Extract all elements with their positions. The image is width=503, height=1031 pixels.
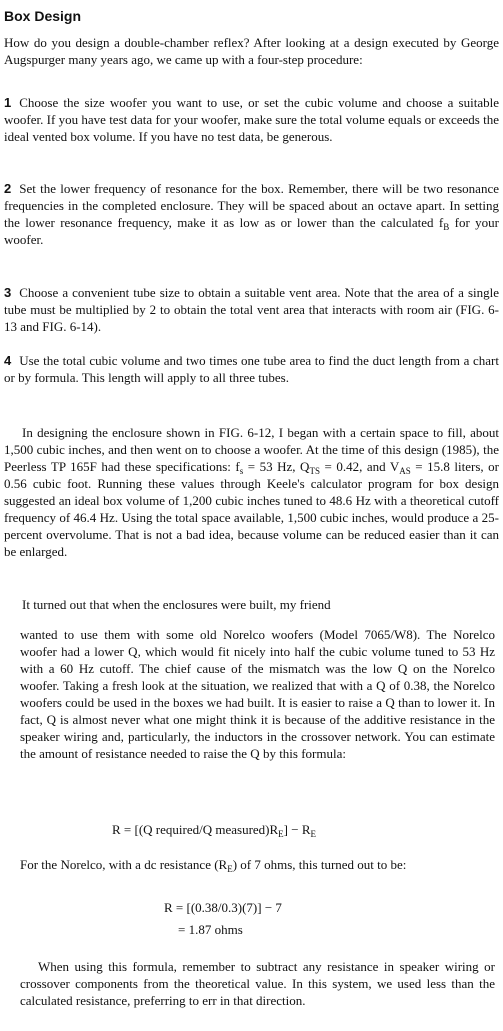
step-1 <box>4 94 499 145</box>
step-text: Choose the size woofer you want to use, or set the cubic volume and choose a suitable woofer. If you have test data for your woofer, make sure the total volume equals or exceeds the ideal vented box volume. If you have no test data, be generous. <box>4 95 499 144</box>
subscript: E <box>227 864 233 874</box>
norelco-resistance-sentence <box>20 856 495 873</box>
text-run: In designing the enclosure shown in FIG. 6-12, I began with a certain space to fill, about 1,500 cubic inches, and then went on to choose a woofer. At the time of this design (1985), the Peerless TP 165F had these specifications: f <box>4 425 499 474</box>
closing-paragraph: When using this formula, remember to subtract any resistance in speaker wiring or crossover components from the theoretical value. In this system, we used less than the calculated resistance, preferring to err in that direction. <box>20 959 495 1008</box>
step-number: 1 <box>4 95 12 110</box>
formula-text: ] − R <box>283 822 311 837</box>
step-text: Choose a convenient tube size to obtain a suitable vent area. Note that the area of a single tube must be multiplied by 2 to obtain the total vent area that interacts with room air (FIG. 6-13 and FIG. 6-14). <box>4 285 499 334</box>
subscript: TS <box>309 466 320 476</box>
text-run: = 0.42, and V <box>319 459 400 474</box>
step-2 <box>4 180 499 248</box>
text-run: ) of 7 ohms, this turned out to be: <box>232 857 407 872</box>
step-text: Use the total cubic volume and two times one tube area to find the duct length from a chart or by formula. This length will apply to all three tubes. <box>4 353 499 385</box>
formula-text: R = [(Q required/Q measured)R <box>112 822 279 837</box>
step-text: Set the lower frequency of resonance for the box. Remember, there will be two resonance frequencies in the completed enclosure. They will be spaced about an octave apart. In setting the lower resonance frequency, make it as low as or lower than the calculated f <box>4 181 499 230</box>
subscript: AS <box>399 466 411 476</box>
step-3 <box>4 284 499 335</box>
paragraph-start: It turned out that when the enclosures were built, my friend <box>22 597 331 612</box>
norelco-paragraph: wanted to use them with some old Norelco woofers (Model 7065/W8). The Norelco woofer had a lower Q, which would fit nicely into half the cubic volume tuned to 53 Hz with a 60 Hz cutoff. The chief cause of the mismatch was the low Q on the Norelco woofer. Taking a fresh look at the situation, we realized that with a Q of 0.38, the Norelco woofers could be used in the boxes we had built. It is easier to raise a Q than to lower it. In fact, Q is almost never what one might think it is because of the additive resistance in the speaker wiring and, particularly, the inductors in the crossover network. You can estimate the amount of resistance needed to raise the Q by this formula: <box>20 627 495 761</box>
formula-line-1: R = [(0.38/0.3)(7)] − 7 <box>164 900 282 915</box>
formula-line-2: = 1.87 ohms <box>178 922 243 937</box>
subscript: E <box>278 829 284 839</box>
step-number: 4 <box>4 353 12 368</box>
text-run: For the Norelco, with a dc resistance (R <box>20 857 228 872</box>
resistance-formula <box>112 822 316 838</box>
subscript: s <box>239 466 244 476</box>
subscript: B <box>443 222 450 232</box>
text-run: = 53 Hz, Q <box>243 459 310 474</box>
step-number: 2 <box>4 181 12 196</box>
step-number: 3 <box>4 285 12 300</box>
step-text-tail: for your woofer. <box>4 215 499 247</box>
text-run: = 15.8 liters, or 0.56 cubic foot. Running these values through Keele's calculator program for box design suggested an ideal box volume of 1,200 cubic inches tuned to 48.6 Hz with a theoretical cutoff frequency of 46.4 Hz. Using the total space available, 1,500 cubic inches, would produce a 25-percent overvolume. That is not a bad idea, because volume can be reduced easier than it can be enlarged. <box>4 459 499 559</box>
step-4 <box>4 352 499 386</box>
section-heading: Box Design <box>4 8 82 24</box>
intro-paragraph: How do you design a double-chamber reflex? After looking at a design executed by George Augspurger many years ago, we came up with a four-step procedure: <box>4 35 499 67</box>
design-paragraph <box>4 424 499 560</box>
subscript: E <box>310 829 317 839</box>
